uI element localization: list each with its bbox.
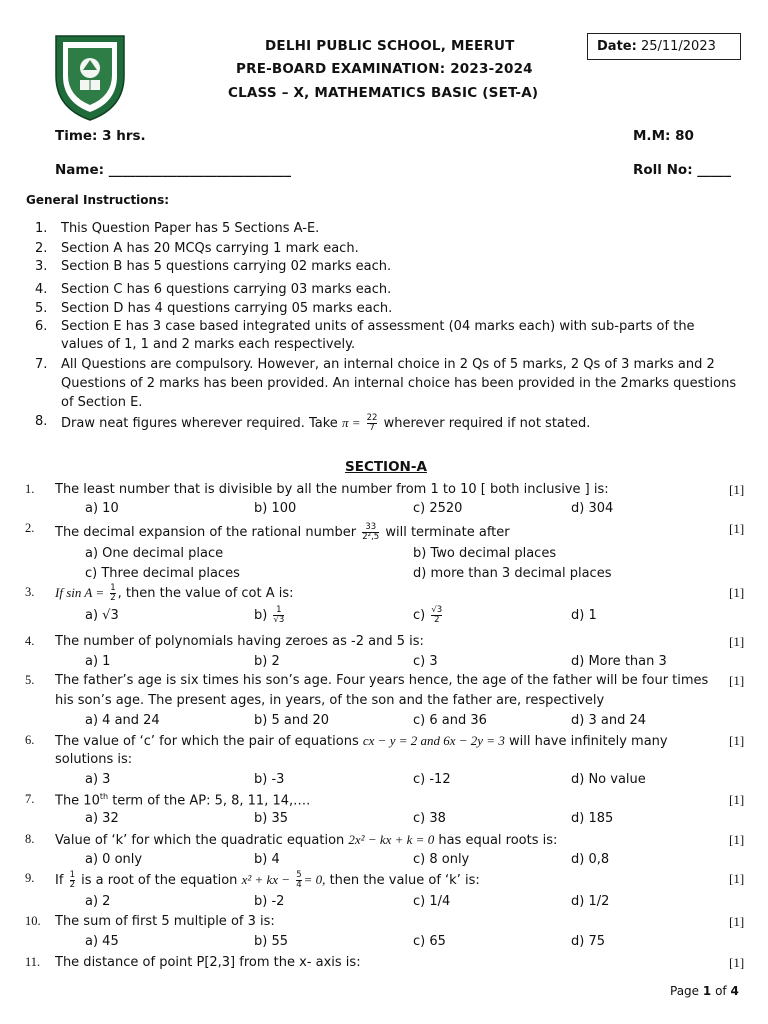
instruction-text: Section A has 20 MCQs carrying 1 mark each.: [61, 241, 359, 256]
instruction-text-cont: of Section E.: [61, 395, 143, 410]
fraction-numerator: 1: [276, 605, 282, 615]
question-number: 1.: [25, 482, 35, 496]
option-d: d) more than 3 decimal places: [413, 566, 612, 581]
fraction-numerator: 1: [69, 870, 75, 880]
option-b: b) Two decimal places: [413, 546, 557, 561]
pi-fraction: [367, 414, 378, 433]
fraction-numerator: 5: [296, 870, 302, 880]
total-pages: 4: [730, 984, 739, 998]
name-field: Name: ___________________________: [55, 162, 291, 178]
option-c: c) 2520: [413, 501, 463, 516]
option-d: d) 0,8: [571, 852, 610, 867]
instruction-text: Section B has 5 questions carrying 02 marks each.: [61, 259, 392, 274]
q2-fraction: [362, 523, 379, 542]
instruction-text: [61, 414, 590, 433]
question-text: [55, 871, 480, 890]
option-d: d) 3 and 24: [571, 713, 646, 728]
option-c: c) 38: [413, 811, 446, 826]
question-number: 10.: [25, 914, 41, 928]
question-text-post: will terminate after: [385, 525, 510, 540]
question-number: 6.: [25, 733, 35, 747]
option-d: d) 1/2: [571, 894, 610, 909]
question-marks: [1]: [729, 482, 745, 497]
option-c: c) 8 only: [413, 852, 470, 867]
fraction-denominator: 2: [69, 880, 75, 890]
instruction-text-post: wherever required if not stated.: [383, 416, 591, 431]
question-text: The number of polynomials having zeroes as -2 and 5 is:: [55, 634, 424, 649]
half-fraction: [110, 584, 115, 603]
instruction-number: 7.: [35, 357, 48, 372]
school-name: DELHI PUBLIC SCHOOL, MEERUT: [265, 38, 515, 54]
question-text-pre: The decimal expansion of the rational number: [55, 525, 357, 540]
question-text-pre: Value of ‘k’ for which the quadratic equation: [55, 833, 345, 848]
fraction-numerator: 1: [110, 583, 116, 593]
instruction-number: 6.: [35, 319, 48, 334]
question-marks: [1]: [729, 733, 745, 748]
option-a: a) 10: [85, 501, 119, 516]
option-label: b): [254, 608, 268, 623]
option-d: d) 75: [571, 934, 605, 949]
instruction-text-cont: values of 1, 1 and 2 marks each respectively.: [61, 337, 356, 352]
page-of: of: [715, 984, 727, 998]
equation: cx − y = 2 and 6x − 2y = 3: [362, 733, 505, 748]
current-page: 1: [702, 984, 712, 998]
question-number: 5.: [25, 673, 35, 687]
option-c: [413, 606, 444, 625]
instruction-number: 1.: [35, 221, 48, 236]
option-d: d) No value: [571, 772, 646, 787]
roll-number-field: Roll No: _____: [633, 162, 732, 178]
option-fraction: [431, 606, 442, 625]
option-b: b) 2: [254, 654, 280, 669]
question-text-pre: The value of ‘c’ for which the pair of equations: [55, 734, 359, 749]
date-field: [597, 39, 716, 54]
question-marks: [1]: [729, 585, 745, 600]
instruction-text: Section D has 4 questions carrying 05 marks each.: [61, 301, 393, 316]
option-a: a) 4 and 24: [85, 713, 160, 728]
question-marks: [1]: [729, 914, 745, 929]
question-marks: [1]: [729, 634, 745, 649]
page-label: Page: [670, 984, 700, 998]
fraction-numerator: 33: [365, 522, 377, 532]
instruction-text-cont: Questions of 2 marks has been provided. An internal choice has been provided in the 2marks questions: [61, 376, 737, 391]
option-d: d) 304: [571, 501, 614, 516]
question-marks: [1]: [729, 673, 745, 688]
max-marks: M.M: 80: [633, 128, 694, 144]
question-number: 4.: [25, 634, 35, 648]
superscript: th: [99, 792, 109, 801]
question-text: [55, 733, 668, 749]
question-text-pre: If sin A =: [55, 585, 105, 600]
instruction-number: 4.: [35, 282, 48, 297]
date-value: 25/11/2023: [640, 39, 716, 54]
question-number: 8.: [25, 832, 35, 846]
question-number: 9.: [25, 871, 35, 885]
option-b: b) 35: [254, 811, 288, 826]
question-text-pre: If: [55, 873, 64, 888]
fraction-denominator: 2: [431, 615, 442, 625]
option-d: d) 1: [571, 608, 597, 623]
school-crest-logo: [50, 30, 130, 122]
question-marks: [1]: [729, 792, 745, 807]
option-a: a) 45: [85, 934, 119, 949]
fraction-denominator: 4: [296, 880, 302, 890]
section-a-heading: SECTION-A: [345, 459, 427, 475]
question-text-cont: solutions is:: [55, 752, 133, 767]
option-d: d) 185: [571, 811, 614, 826]
fraction-numerator: 22: [366, 413, 378, 423]
question-text: [55, 832, 557, 848]
date-label: Date:: [597, 39, 637, 54]
q9-fraction: [296, 871, 301, 890]
question-marks: [1]: [729, 955, 745, 970]
instruction-text: All Questions are compulsory. However, an internal choice in 2 Qs of 5 marks, 2 Qs of 3 marks and 2: [61, 357, 715, 372]
half-fraction: [70, 871, 75, 890]
option-b: b) -3: [254, 772, 285, 787]
option-b: b) 55: [254, 934, 288, 949]
time-info: Time: 3 hrs.: [55, 128, 146, 144]
question-text: The father’s age is six times his son’s age. Four years hence, the age of the father will be four times: [55, 673, 709, 688]
question-text-post: then the value of ‘k’ is:: [329, 873, 480, 888]
option-c: c) 6 and 36: [413, 713, 487, 728]
question-text: The least number that is divisible by all the number from 1 to 10 [ both inclusive ] is:: [55, 482, 609, 497]
question-text-post: term of the AP: 5, 8, 11, 14,….: [108, 793, 311, 809]
option-b: b) -2: [254, 894, 285, 909]
question-marks: [1]: [729, 521, 745, 536]
option-a: a) 32: [85, 811, 119, 826]
option-c: c) 65: [413, 934, 446, 949]
equation-post: = 0,: [303, 872, 326, 887]
instructions-title: General Instructions:: [26, 193, 170, 207]
question-text: The distance of point P[2,3] from the x- axis is:: [55, 955, 361, 970]
option-a: a) One decimal place: [85, 546, 224, 561]
question-text-pre: The 10: [55, 793, 100, 809]
option-c: c) -12: [413, 772, 451, 787]
option-b: b) 4: [254, 852, 280, 867]
question-text-post: will have infinitely many: [508, 734, 668, 749]
fraction-denominator: 2²,5: [362, 532, 380, 542]
option-label: c): [413, 608, 426, 623]
option-c: c) Three decimal places: [85, 566, 240, 581]
instruction-number: 5.: [35, 301, 48, 316]
equation: x² + kx −: [241, 872, 291, 887]
option-d: d) More than 3: [571, 654, 667, 669]
question-text: [55, 523, 510, 542]
question-number: 2.: [25, 521, 35, 535]
question-text-post: has equal roots is:: [438, 833, 558, 848]
pi-equation: π =: [341, 415, 361, 430]
question-marks: [1]: [729, 832, 745, 847]
fraction-numerator: √3: [431, 605, 443, 615]
option-b: b) 5 and 20: [254, 713, 329, 728]
option-a: a) 2: [85, 894, 111, 909]
question-text-mid: is a root of the equation: [81, 873, 238, 888]
option-b: b) 100: [254, 501, 297, 516]
option-c: c) 1/4: [413, 894, 451, 909]
question-text: [55, 584, 294, 603]
instruction-text: This Question Paper has 5 Sections A-E.: [61, 221, 320, 236]
instruction-text-pre: Draw neat figures wherever required. Take: [61, 416, 338, 431]
fraction-denominator: √3: [273, 615, 285, 625]
option-fraction: [273, 606, 284, 625]
question-number: 3.: [25, 585, 35, 599]
question-text-cont: his son’s age. The present ages, in years, of the son and the father are, respectively: [55, 693, 605, 708]
instruction-number: 2.: [35, 241, 48, 256]
option-a: a) 3: [85, 772, 111, 787]
instruction-number: 8.: [35, 414, 48, 429]
question-marks: [1]: [729, 871, 745, 886]
question-text: [55, 792, 310, 808]
question-text-post: , then the value of cot A is:: [117, 586, 294, 601]
equation: 2x² − kx + k = 0: [348, 832, 435, 847]
class-subject-line: CLASS – X, MATHEMATICS BASIC (SET-A): [228, 85, 539, 101]
instruction-number: 3.: [35, 259, 48, 274]
instruction-text: Section C has 6 questions carrying 03 marks each.: [61, 282, 392, 297]
question-text: The sum of first 5 multiple of 3 is:: [55, 914, 275, 929]
fraction-denominator: 7: [367, 423, 378, 433]
option-a: a) √3: [85, 608, 119, 623]
question-number: 11.: [25, 955, 41, 969]
option-a: a) 0 only: [85, 852, 143, 867]
fraction-denominator: 2: [110, 593, 116, 603]
instruction-text: Section E has 3 case based integrated units of assessment (04 marks each) with sub-parts of the: [61, 319, 695, 334]
option-a: a) 1: [85, 654, 111, 669]
option-b: [254, 606, 286, 625]
option-c: c) 3: [413, 654, 438, 669]
exam-title: PRE-BOARD EXAMINATION: 2023-2024: [236, 61, 533, 77]
question-number: 7.: [25, 792, 35, 806]
page-number: [670, 984, 739, 998]
